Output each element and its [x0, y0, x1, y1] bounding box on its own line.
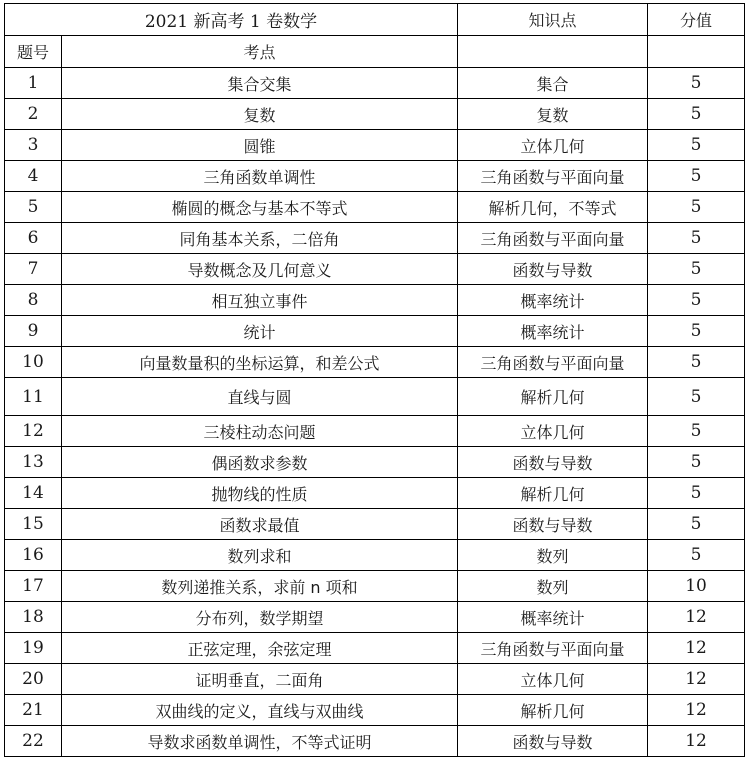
topic-cell: 双曲线的定义，直线与双曲线: [62, 695, 458, 726]
topic-cell: 正弦定理，余弦定理: [62, 633, 458, 664]
score-cell: 5: [648, 161, 745, 192]
knowledge-cell: 概率统计: [458, 316, 648, 347]
knowledge-cell: 解析几何: [458, 695, 648, 726]
question-number: 7: [5, 254, 62, 285]
table-row: [5, 664, 745, 695]
table-row: [5, 316, 745, 347]
table-row: [5, 223, 745, 254]
score-cell: 5: [648, 347, 745, 378]
knowledge-cell: 数列: [458, 571, 648, 602]
score-cell: 12: [648, 633, 745, 664]
knowledge-cell: 数列: [458, 540, 648, 571]
knowledge-cell: 立体几何: [458, 416, 648, 447]
topic-cell: 相互独立事件: [62, 285, 458, 316]
header-knowledge: 知识点: [458, 4, 648, 36]
table-row: [5, 571, 745, 602]
score-cell: 5: [648, 416, 745, 447]
topic-cell: 函数求最值: [62, 509, 458, 540]
topic-cell: 三棱柱动态问题: [62, 416, 458, 447]
question-number: 9: [5, 316, 62, 347]
table-row: [5, 509, 745, 540]
topic-cell: 圆锥: [62, 130, 458, 161]
score-cell: 5: [648, 285, 745, 316]
topic-cell: 同角基本关系，二倍角: [62, 223, 458, 254]
score-cell: 5: [648, 316, 745, 347]
question-number: 4: [5, 161, 62, 192]
table-row: [5, 540, 745, 571]
knowledge-cell: 函数与导数: [458, 509, 648, 540]
score-cell: 5: [648, 99, 745, 130]
topic-cell: 数列递推关系，求前 n 项和: [62, 571, 458, 602]
question-number: 21: [5, 695, 62, 726]
table-row: [5, 633, 745, 664]
topic-cell: 导数求函数单调性，不等式证明: [62, 726, 458, 757]
question-number: 15: [5, 509, 62, 540]
topic-cell: 偶函数求参数: [62, 447, 458, 478]
score-cell: 5: [648, 254, 745, 285]
topic-cell: 证明垂直，二面角: [62, 664, 458, 695]
knowledge-cell: 三角函数与平面向量: [458, 347, 648, 378]
table-row: [5, 695, 745, 726]
score-cell: 5: [648, 192, 745, 223]
table-row: [5, 68, 745, 99]
knowledge-cell: 概率统计: [458, 285, 648, 316]
knowledge-cell: 集合: [458, 68, 648, 99]
table-row: [5, 378, 745, 416]
question-number: 2: [5, 99, 62, 130]
table-row: [5, 347, 745, 378]
score-cell: 5: [648, 509, 745, 540]
table-row: [5, 99, 745, 130]
table-row: [5, 602, 745, 633]
score-cell: 5: [648, 478, 745, 509]
knowledge-cell: 解析几何: [458, 478, 648, 509]
question-number: 12: [5, 416, 62, 447]
score-cell: 10: [648, 571, 745, 602]
header-row-1: [5, 4, 745, 36]
question-number: 3: [5, 130, 62, 161]
exam-topics-table: [4, 3, 745, 757]
score-cell: 5: [648, 68, 745, 99]
score-cell: 5: [648, 378, 745, 416]
score-cell: 5: [648, 223, 745, 254]
question-number: 1: [5, 68, 62, 99]
topic-cell: 三角函数单调性: [62, 161, 458, 192]
knowledge-cell: 复数: [458, 99, 648, 130]
question-number: 5: [5, 192, 62, 223]
knowledge-cell: 函数与导数: [458, 447, 648, 478]
question-number: 10: [5, 347, 62, 378]
header-empty-score: [648, 36, 745, 68]
header-topic: 考点: [62, 36, 458, 68]
score-cell: 5: [648, 130, 745, 161]
question-number: 6: [5, 223, 62, 254]
knowledge-cell: 解析几何: [458, 378, 648, 416]
topic-cell: 导数概念及几何意义: [62, 254, 458, 285]
header-row-2: [5, 36, 745, 68]
knowledge-cell: 函数与导数: [458, 726, 648, 757]
score-cell: 12: [648, 664, 745, 695]
topic-cell: 数列求和: [62, 540, 458, 571]
topic-cell: 复数: [62, 99, 458, 130]
table-row: [5, 285, 745, 316]
knowledge-cell: 三角函数与平面向量: [458, 223, 648, 254]
score-cell: 12: [648, 695, 745, 726]
score-cell: 12: [648, 602, 745, 633]
knowledge-cell: 立体几何: [458, 130, 648, 161]
score-cell: 5: [648, 540, 745, 571]
score-cell: 12: [648, 726, 745, 757]
knowledge-cell: 函数与导数: [458, 254, 648, 285]
header-no: 题号: [5, 36, 62, 68]
table-row: [5, 478, 745, 509]
table-title: 2021 新高考 1 卷数学: [5, 4, 458, 36]
knowledge-cell: 概率统计: [458, 602, 648, 633]
question-number: 19: [5, 633, 62, 664]
score-cell: 5: [648, 447, 745, 478]
header-score: 分值: [648, 4, 745, 36]
topic-cell: 统计: [62, 316, 458, 347]
table-row: [5, 416, 745, 447]
topic-cell: 分布列，数学期望: [62, 602, 458, 633]
question-number: 20: [5, 664, 62, 695]
question-number: 17: [5, 571, 62, 602]
table-row: [5, 726, 745, 757]
knowledge-cell: 解析几何，不等式: [458, 192, 648, 223]
knowledge-cell: 三角函数与平面向量: [458, 633, 648, 664]
question-number: 18: [5, 602, 62, 633]
question-number: 16: [5, 540, 62, 571]
topic-cell: 向量数量积的坐标运算，和差公式: [62, 347, 458, 378]
question-number: 11: [5, 378, 62, 416]
topic-cell: 抛物线的性质: [62, 478, 458, 509]
table-row: [5, 161, 745, 192]
question-number: 13: [5, 447, 62, 478]
topic-cell: 直线与圆: [62, 378, 458, 416]
question-number: 22: [5, 726, 62, 757]
topic-cell: 椭圆的概念与基本不等式: [62, 192, 458, 223]
question-number: 14: [5, 478, 62, 509]
header-empty-knowledge: [458, 36, 648, 68]
table-row: [5, 254, 745, 285]
table-row: [5, 447, 745, 478]
knowledge-cell: 立体几何: [458, 664, 648, 695]
question-number: 8: [5, 285, 62, 316]
table-row: [5, 192, 745, 223]
topic-cell: 集合交集: [62, 68, 458, 99]
knowledge-cell: 三角函数与平面向量: [458, 161, 648, 192]
table-row: [5, 130, 745, 161]
